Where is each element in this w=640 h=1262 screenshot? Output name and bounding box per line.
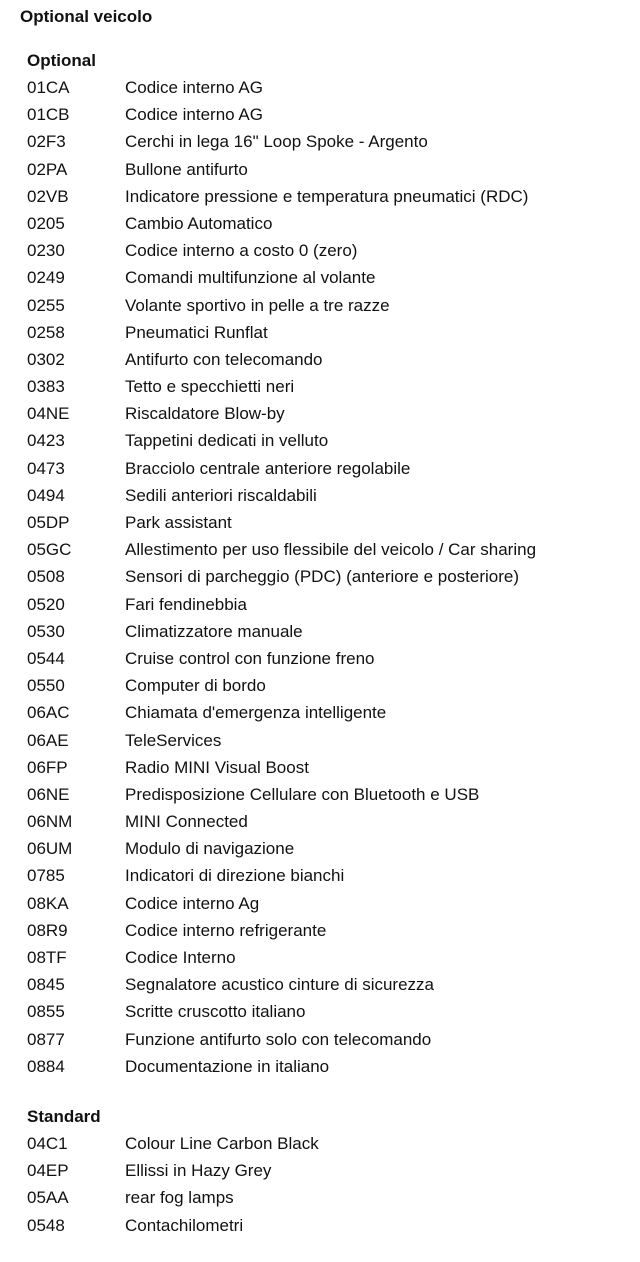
option-code: 0877 xyxy=(27,1029,65,1049)
option-code: 02PA xyxy=(27,159,68,179)
option-description: Segnalatore acustico cinture di sicurezza xyxy=(125,975,434,995)
list-item xyxy=(27,971,637,998)
list-item xyxy=(27,618,637,645)
option-code: 06UM xyxy=(27,839,73,859)
option-description: Fari fendinebbia xyxy=(125,594,247,614)
option-description: Antifurto con telecomando xyxy=(125,349,323,369)
list-item xyxy=(27,862,637,889)
option-code: 05GC xyxy=(27,540,72,560)
option-description: Modulo di navigazione xyxy=(125,839,295,859)
list-item xyxy=(27,482,637,509)
option-code: 0255 xyxy=(27,295,65,315)
option-description: Indicatori di direzione bianchi xyxy=(125,866,345,886)
list-item xyxy=(27,727,637,754)
option-description: Sensori di parcheggio (PDC) (anteriore e posteriore) xyxy=(125,567,520,587)
option-description: Climatizzatore manuale xyxy=(125,621,303,641)
standard-section xyxy=(27,1106,637,1239)
option-code: 05AA xyxy=(27,1188,69,1208)
list-item xyxy=(27,1053,637,1080)
list-item xyxy=(27,183,637,210)
list-item xyxy=(27,781,637,808)
list-item xyxy=(27,699,637,726)
list-item xyxy=(27,998,637,1025)
option-description: Tetto e specchietti neri xyxy=(125,377,295,397)
list-item xyxy=(27,509,637,536)
option-code: 0494 xyxy=(27,485,65,505)
option-description: Codice interno AG xyxy=(125,105,263,125)
option-description: Bullone antifurto xyxy=(125,159,248,179)
option-description: Radio MINI Visual Boost xyxy=(125,757,309,777)
option-description: Riscaldatore Blow-by xyxy=(125,404,285,424)
option-description: Chiamata d'emergenza intelligente xyxy=(125,703,387,723)
option-code: 0508 xyxy=(27,567,65,587)
option-description: Codice interno a costo 0 (zero) xyxy=(125,241,358,261)
option-code: 04NE xyxy=(27,404,70,424)
list-item xyxy=(27,455,637,482)
option-description: Ellissi in Hazy Grey xyxy=(125,1161,272,1181)
option-description: Computer di bordo xyxy=(125,676,266,696)
option-code: 0550 xyxy=(27,676,65,696)
option-code: 06AC xyxy=(27,703,70,723)
option-code: 01CA xyxy=(27,78,70,97)
list-item xyxy=(27,427,637,454)
list-item xyxy=(27,1026,637,1053)
list-item xyxy=(27,672,637,699)
option-code: 0302 xyxy=(27,349,65,369)
page-title: Optional veicolo xyxy=(20,7,153,26)
list-item xyxy=(27,319,637,346)
list-item xyxy=(27,1157,637,1184)
option-description: Volante sportivo in pelle a tre razze xyxy=(125,295,390,315)
option-description: Scritte cruscotto italiano xyxy=(125,1002,306,1022)
option-code: 04C1 xyxy=(27,1134,68,1153)
list-item xyxy=(27,1130,637,1157)
list-item xyxy=(27,101,637,128)
option-code: 0205 xyxy=(27,213,65,233)
option-code: 0473 xyxy=(27,458,65,478)
option-code: 0845 xyxy=(27,975,65,995)
option-code: 0884 xyxy=(27,1056,65,1076)
option-description: Tappetini dedicati in velluto xyxy=(125,431,329,451)
option-code: 0230 xyxy=(27,241,65,261)
option-description: rear fog lamps xyxy=(125,1188,234,1208)
option-code: 01CB xyxy=(27,105,70,125)
option-description: MINI Connected xyxy=(125,812,248,832)
option-code: 02VB xyxy=(27,186,69,206)
option-code: 08KA xyxy=(27,893,69,913)
option-code: 0548 xyxy=(27,1215,65,1235)
option-description: TeleServices xyxy=(125,730,222,750)
list-item xyxy=(27,1184,637,1211)
option-code: 0785 xyxy=(27,866,65,886)
list-item xyxy=(27,128,637,155)
list-item xyxy=(27,400,637,427)
list-item xyxy=(27,237,637,264)
option-description: Funzione antifurto solo con telecomando xyxy=(125,1029,432,1049)
option-list xyxy=(27,1130,637,1239)
option-list xyxy=(27,74,637,1080)
option-code: 0249 xyxy=(27,268,65,288)
list-item xyxy=(27,1212,637,1239)
option-description: Codice interno Ag xyxy=(125,893,260,913)
option-code: 06NE xyxy=(27,784,70,804)
section-heading: Standard xyxy=(27,1107,101,1126)
list-item xyxy=(27,645,637,672)
option-description: Predisposizione Cellulare con Bluetooth e USB xyxy=(125,784,480,804)
option-description: Colour Line Carbon Black xyxy=(125,1134,319,1153)
list-item xyxy=(27,264,637,291)
list-item xyxy=(27,156,637,183)
list-item xyxy=(27,210,637,237)
list-item xyxy=(27,944,637,971)
option-description: Bracciolo centrale anteriore regolabile xyxy=(125,458,411,478)
option-code: 06FP xyxy=(27,757,68,777)
list-item xyxy=(27,346,637,373)
option-code: 04EP xyxy=(27,1161,69,1181)
option-description: Contachilometri xyxy=(125,1215,244,1235)
option-description: Indicatore pressione e temperatura pneumatici (RDC) xyxy=(125,186,529,206)
optional-section xyxy=(27,50,637,1080)
option-description: Cerchi in lega 16" Loop Spoke - Argento xyxy=(125,132,428,152)
option-description: Comandi multifunzione al volante xyxy=(125,268,376,288)
option-description: Sedili anteriori riscaldabili xyxy=(125,485,317,505)
option-code: 0258 xyxy=(27,322,65,342)
option-description: Codice interno refrigerante xyxy=(125,920,327,940)
list-item xyxy=(27,74,637,101)
list-item xyxy=(27,536,637,563)
list-item xyxy=(27,292,637,319)
option-code: 08TF xyxy=(27,948,67,967)
option-code: 05DP xyxy=(27,513,70,532)
list-item xyxy=(27,808,637,835)
option-code: 06AE xyxy=(27,730,69,750)
option-code: 0520 xyxy=(27,594,65,614)
list-item xyxy=(27,373,637,400)
option-code: 02F3 xyxy=(27,132,66,152)
list-item xyxy=(27,754,637,781)
option-description: Cruise control con funzione freno xyxy=(125,648,375,668)
option-description: Codice interno AG xyxy=(125,78,263,97)
option-description: Documentazione in italiano xyxy=(125,1056,330,1076)
option-description: Pneumatici Runflat xyxy=(125,322,268,342)
option-code: 0544 xyxy=(27,648,65,668)
option-code: 0383 xyxy=(27,377,65,397)
option-code: 0423 xyxy=(27,431,65,451)
option-code: 06NM xyxy=(27,812,73,832)
option-description: Codice Interno xyxy=(125,948,236,967)
option-code: 0855 xyxy=(27,1002,65,1022)
option-description: Park assistant xyxy=(125,513,232,532)
list-item xyxy=(27,917,637,944)
option-code: 08R9 xyxy=(27,920,68,940)
option-code: 0530 xyxy=(27,621,65,641)
list-item xyxy=(27,890,637,917)
list-item xyxy=(27,563,637,590)
section-heading: Optional xyxy=(27,51,96,70)
option-description: Allestimento per uso flessibile del veicolo / Car sharing xyxy=(125,540,537,560)
option-description: Cambio Automatico xyxy=(125,213,273,233)
list-item xyxy=(27,591,637,618)
list-item xyxy=(27,835,637,862)
